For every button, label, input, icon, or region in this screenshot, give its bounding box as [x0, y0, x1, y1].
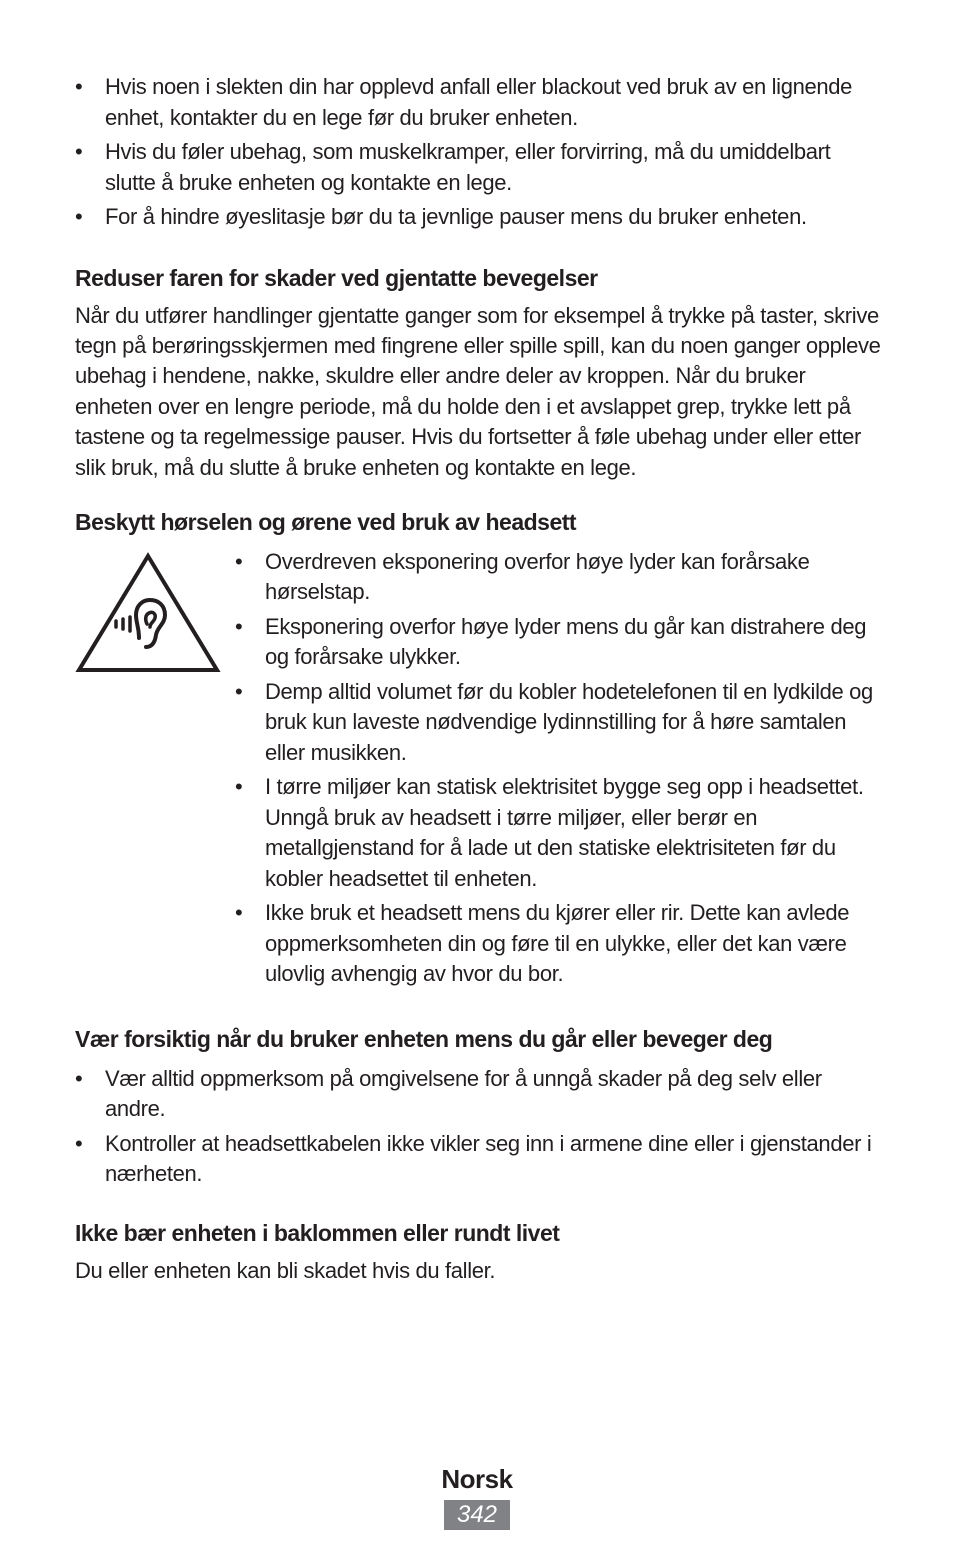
footer-language: Norsk — [441, 1464, 513, 1494]
page-footer — [0, 1462, 954, 1530]
section-heading-repetitive-motion: Reduser faren for skader ved gjentatte bevegelser — [75, 264, 598, 291]
list-item: • Hvis du føler ubehag, som muskelkramper, eller forvirring, må du umiddelbart slutte å bruke enheten og kontakte en lege. — [75, 137, 885, 198]
section-body-repetitive-motion: Når du utfører handlinger gjentatte ganger som for eksempel å trykke på taster, skrive tegn på berøringsskjermen med fingrene eller spille spill, kan du noen ganger oppleve ubehag i hendene, nakke, skuldre eller andre deler av kroppen. Når du bruker enheten over en lengre periode, må du holde den i et avslappet grep, trykke lett på tastene og ta regelmessige pauser. Hvis du fortsetter å føle ubehag under eller etter slik bruk, må du slutte å bruke enheten og kontakte en lege. — [75, 302, 881, 480]
list-item: • I tørre miljøer kan statisk elektrisitet bygge seg opp i headsettet. Unngå bruk av headsett i tørre miljøer, eller berør en metallgjenstand for å lade ut den statiske elektrisiteten før du kobler headsettet til enheten. — [235, 772, 875, 894]
section-heading-walking: Vær forsiktig når du bruker enheten mens du går eller beveger deg — [75, 1025, 773, 1052]
list-item: • Overdreven eksponering overfor høye lyder kan forårsake hørselstap. — [235, 547, 875, 608]
page-number-badge: 342 — [444, 1500, 510, 1530]
hearing-section — [75, 547, 885, 994]
top-bullet-list — [75, 72, 885, 233]
page-content — [75, 72, 885, 1286]
list-item: • Kontroller at headsettkabelen ikke vikler seg inn i armene dine eller i gjenstander i nærheten. — [75, 1129, 885, 1190]
section-body-pocket: Du eller enheten kan bli skadet hvis du faller. — [75, 1257, 496, 1283]
list-item: • Eksponering overfor høye lyder mens du går kan distrahere deg og forårsake ulykker. — [235, 612, 875, 673]
hearing-warning-icon — [75, 551, 221, 677]
hearing-bullet-list — [235, 547, 875, 994]
list-item: • Ikke bruk et headsett mens du kjører eller rir. Dette kan avlede oppmerksomheten din og føre til en ulykke, eller det kan være ulovlig avhengig av hvor du bor. — [235, 898, 875, 990]
list-item: • Vær alltid oppmerksom på omgivelsene for å unngå skader på deg selv eller andre. — [75, 1064, 885, 1125]
section-heading-pocket: Ikke bær enheten i baklommen eller rundt livet — [75, 1219, 560, 1246]
walking-bullet-list — [75, 1064, 885, 1190]
section-heading-hearing: Beskytt hørselen og ørene ved bruk av headsett — [75, 508, 577, 535]
list-item: • For å hindre øyeslitasje bør du ta jevnlige pauser mens du bruker enheten. — [75, 202, 885, 233]
list-item: • Demp alltid volumet før du kobler hodetelefonen til en lydkilde og bruk kun laveste nødvendige lydinnstilling for å høre samtalen eller musikken. — [235, 677, 875, 769]
list-item: • Hvis noen i slekten din har opplevd anfall eller blackout ved bruk av en lignende enhet, kontakter du en lege før du bruker enheten. — [75, 72, 885, 133]
